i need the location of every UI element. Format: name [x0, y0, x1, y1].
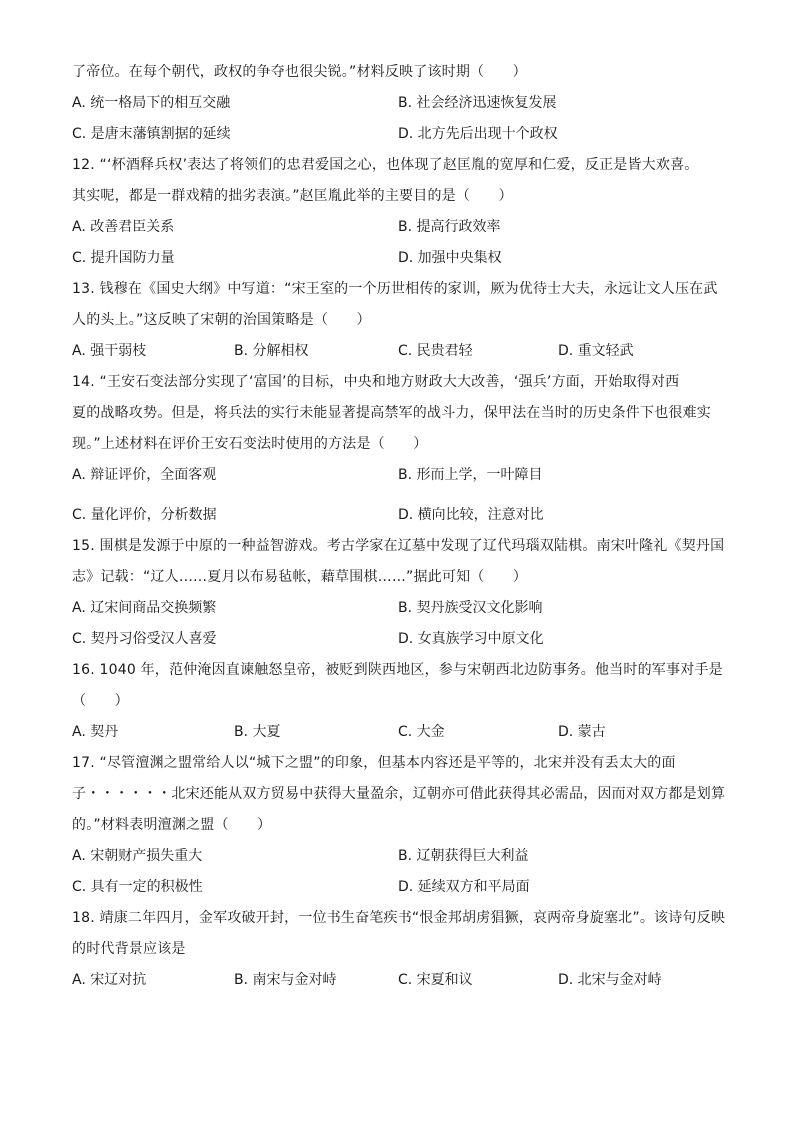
option-a: A. 强干弱枝	[72, 343, 147, 359]
options-row	[72, 505, 724, 525]
option-a: A. 辩证评价，全面客观	[72, 467, 217, 483]
options-row	[72, 846, 724, 866]
option-c: C. 是唐末藩镇割据的延续	[72, 126, 231, 142]
option-d: D. 加强中央集权	[398, 250, 502, 266]
options-row	[72, 629, 724, 649]
question-18	[72, 908, 724, 990]
option-d: D. 北方先后出现十个政权	[398, 126, 558, 142]
question-11	[72, 62, 724, 144]
option-c: C. 民贵君轻	[398, 343, 473, 359]
option-c: C. 宋夏和议	[398, 972, 473, 988]
question-stem-line: 志》记载：“辽人……夏月以布易毡帐，藉草围棋……”据此可知（ ）	[72, 569, 528, 585]
option-d: D. 延续双方和平局面	[398, 879, 530, 895]
option-b: B. 辽朝获得巨大利益	[398, 848, 529, 864]
question-stem-line: 现。”上述材料在评价王安石变法时使用的方法是（ ）	[72, 436, 428, 452]
option-b: B. 社会经济迅速恢复发展	[398, 95, 557, 111]
options-row	[72, 465, 724, 485]
options-row	[72, 877, 724, 897]
question-16	[72, 660, 724, 742]
question-stem-line: 15. 围棋是发源于中原的一种益智游戏。考古学家在辽墓中发现了辽代玛瑙双陆棋。南宋叶隆礼《契丹国	[72, 538, 725, 554]
question-stem-line: 夏的战略攻势。但是，将兵法的实行未能显著提高禁军的战斗力，保甲法在当时的历史条件下也很难实	[72, 405, 711, 421]
option-b: B. 南宋与金对峙	[234, 972, 337, 988]
option-d: D. 横向比较，注意对比	[398, 507, 544, 523]
options-row	[72, 93, 724, 113]
option-a: A. 宋辽对抗	[72, 972, 147, 988]
option-a: A. 改善君臣关系	[72, 219, 175, 235]
option-a: A. 契丹	[72, 724, 119, 740]
option-a: A. 辽宋间商品交换频繁	[72, 600, 217, 616]
question-stem-line: 其实呢，都是一群戏精的拙劣表演。”赵匡胤此举的主要目的是（ ）	[72, 188, 513, 204]
option-b: B. 大夏	[234, 724, 281, 740]
question-stem-line: 12. “‘杯酒释兵权’表达了将领们的忠君爱国之心，也体现了赵匡胤的宽厚和仁爱，反正是皆大欢喜。	[72, 157, 699, 173]
options-row	[72, 598, 724, 618]
option-c: C. 具有一定的积极性	[72, 879, 203, 895]
options-row	[72, 217, 724, 237]
question-stem-line: 的时代背景应该是	[72, 941, 186, 957]
option-d: D. 女真族学习中原文化	[398, 631, 544, 647]
question-stem-line: 人的头上。”这反映了宋朝的治国策略是（ ）	[72, 312, 371, 328]
question-stem-line: 18. 靖康二年四月，金军攻破开封，一位书生奋笔疾书“恨金邦胡虏猖獗，哀两帝身旋塞北”。该诗句反映	[72, 910, 726, 926]
question-13	[72, 279, 724, 361]
option-c: C. 提升国防力量	[72, 250, 175, 266]
option-b: B. 形而上学，一叶障目	[398, 467, 543, 483]
options-row	[72, 970, 724, 990]
question-stem-line: 子・・・・・・北宋还能从双方贸易中获得大量盈余，辽朝亦可借此获得其必需品，因而对双方都是划算	[72, 786, 726, 802]
exam-page	[72, 62, 724, 1001]
question-stem-line: 14. “王安石变法部分实现了‘富国’的目标，中央和地方财政大大改善，‘强兵’方面，开始取得对西	[72, 374, 680, 390]
option-a: A. 统一格局下的相互交融	[72, 95, 231, 111]
question-12	[72, 155, 724, 268]
options-row	[72, 722, 724, 742]
option-d: D. 蒙古	[558, 724, 606, 740]
question-stem-line: 的。”材料表明澶渊之盟（ ）	[72, 817, 272, 833]
question-stem-line: 16. 1040 年，范仲淹因直谏触怒皇帝，被贬到陕西地区，参与宋朝西北边防事务。他当时的军事对手是	[72, 662, 723, 678]
options-row	[72, 248, 724, 268]
question-14	[72, 372, 724, 525]
option-d: D. 北宋与金对峙	[558, 972, 662, 988]
question-stem-line: 了帝位。在每个朝代，政权的争夺也很尖锐。”材料反映了该时期（ ）	[72, 64, 527, 80]
options-row	[72, 341, 724, 361]
option-c: C. 大金	[398, 724, 445, 740]
option-a: A. 宋朝财产损失重大	[72, 848, 203, 864]
option-c: C. 量化评价，分析数据	[72, 507, 217, 523]
option-b: B. 提高行政效率	[398, 219, 501, 235]
question-stem-line: 17. “尽管澶渊之盟常给人以“城下之盟”的印象，但基本内容还是平等的，北宋并没有丢太大的面	[72, 755, 676, 771]
option-c: C. 契丹习俗受汉人喜爱	[72, 631, 217, 647]
question-15	[72, 536, 724, 649]
question-17	[72, 753, 724, 897]
question-stem-line: 13. 钱穆在《国史大纲》中写道：“宋王室的一个历世相传的家训，厥为优待士大夫，永远让文人压在武	[72, 281, 718, 297]
options-row	[72, 124, 724, 144]
option-d: D. 重文轻武	[558, 343, 634, 359]
question-stem-line: （ ）	[72, 693, 129, 709]
option-b: B. 分解相权	[234, 343, 309, 359]
option-b: B. 契丹族受汉文化影响	[398, 600, 543, 616]
